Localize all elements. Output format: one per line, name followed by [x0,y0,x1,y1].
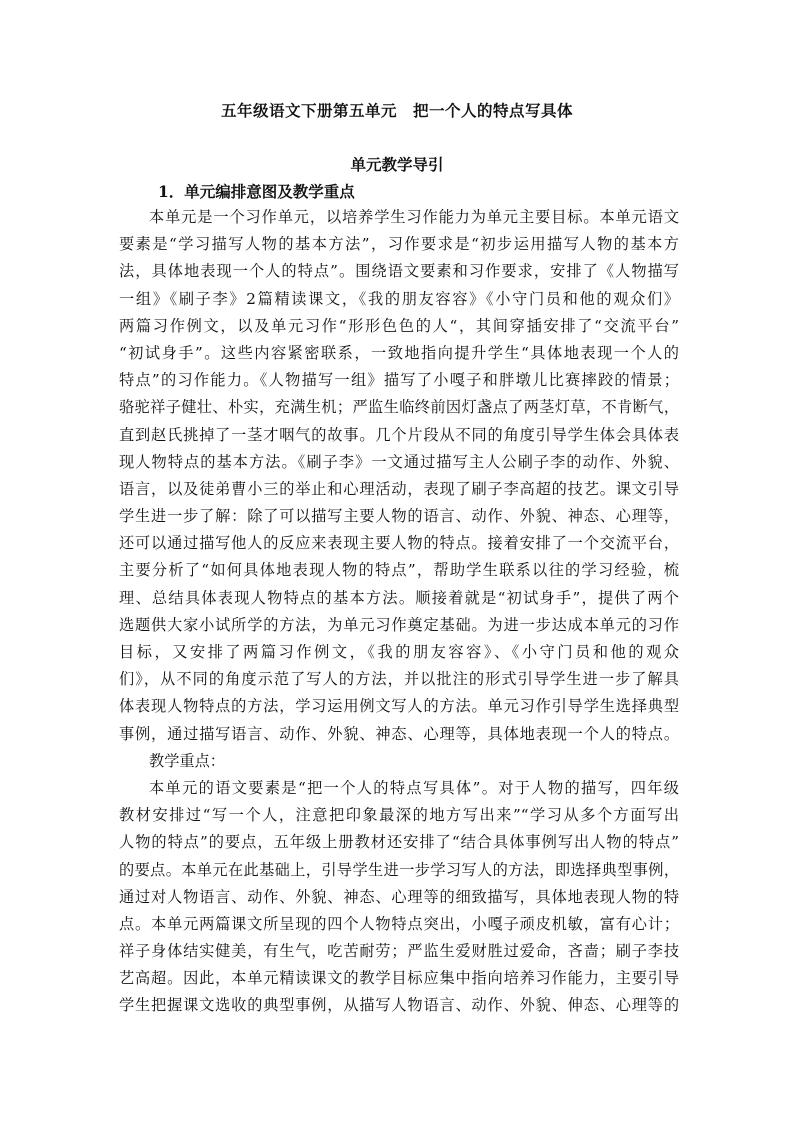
text-line: 本单元是一个习作单元，以培养学生习作能力为单元主要目标。本单元语文 [149,208,679,226]
text-line: 法，具体地表现一个人的特点”。围绕语文要素和习作要求，安排了《人物描写 [119,262,679,281]
text-line: 事例，通过描写语言、动作、外貌、神态、心理等，具体地表现一个人的特点。 [119,724,679,743]
text-line: 教材安排过“写一个人，注意把印象最深的地方写出来”“学习从多个方面写出 [119,806,679,825]
text-line: 们》，从不同的角度示范了写人的方法，并以批注的形式引导学生进一步了解具 [119,670,679,689]
text-line: 点。本单元两篇课文所呈现的四个人物特点突出，小嘎子顽皮机敏，富有心计； [119,914,679,933]
text-line: 学生进一步了解：除了可以描写主要人物的语言、动作、外貌、神态、心理等， [119,507,679,526]
text-line: 还可以通过描写他人的反应来表现主要人物的特点。接着安排了一个交流平台， [119,534,679,553]
text-line: 本单元的语文要素是“把一个人的特点写具体”。对于人物的描写，四年级 [149,778,679,797]
text-line: 艺高超。因此，本单元精读课文的教学目标应集中指向培养习作能力，主要引导 [119,969,679,988]
text-line: 语言，以及徒弟曹小三的举止和心理活动，表现了刷子李高超的技艺。课文引导 [119,479,679,498]
text-line: 祥子身体结实健美，有生气，吃苦耐劳；严监生爱财胜过爱命，吝啬；刷子李技 [119,942,679,961]
text-line: 直到赵氏挑掉了一茎才咽气的故事。几个片段从不同的角度引导学生体会具体表 [119,425,679,444]
body-text [119,204,679,1020]
text-line: 教学重点： [149,751,225,770]
text-line: 要素是“学习描写人物的基本方法”，习作要求是“初步运用描写人物的基本方 [119,235,679,254]
text-line: 两篇习作例文，以及单元习作“形形色色的人“，其间穿插安排了“交流平台” [119,316,679,335]
text-line: 的要点。本单元在此基础上，引导学生进一步学习写人的方法，即选择典型事例， [119,860,679,879]
text-line: 骆驼祥子健壮、朴实，充满生机；严监生临终前因灯盏点了两茎灯草，不肯断气， [119,398,679,417]
text-line: 主要分析了“如何具体地表现人物的特点”，帮助学生联系以往的学习经验，梳 [119,561,679,580]
section-title: 单元教学导引 [350,155,444,174]
text-line: 学生把握课文选收的典型事例，从描写人物语言、动作、外貌、伸态、心理等的 [119,996,679,1015]
text-line: 通过对人物语言、动作、外貌、神态、心理等的细致描写，具体地表现人物的特 [119,887,679,906]
text-line: 现人物特点的基本方法。《刷子李》一文通过描写主人公刷子李的动作、外貌、 [119,452,679,471]
subsection-heading: 1．单元编排意图及教学重点 [158,182,355,201]
text-line: 选题供大家小试所学的方法，为单元习作奠定基础。为进一步达成本单元的习作 [119,615,679,634]
text-line: 人物的特点”的要点，五年级上册教材还安排了“结合具体事例写出人物的特点” [119,833,679,852]
document-title: 五年级语文下册第五单元 把一个人的特点写具体 [220,101,573,120]
text-line: “初试身手”。这些内容紧密联系，一致地指向提升学生“具体地表现一个人的 [119,343,679,362]
text-line: 理、总结具体表现人物特点的基本方法。顺接着就是“初试身手”，提供了两个 [119,588,679,607]
text-line: 一组》《刷子李》2篇精读课文，《我的朋友容容》《小守门员和他的观众们》 [119,289,679,308]
text-line: 体表现人物特点的方法，学习运用例文写人的方法。单元习作引导学生选择典型 [119,697,679,716]
text-line: 特点”的习作能力。《人物描写一组》描写了小嘎子和胖墩儿比赛摔跤的情景； [119,371,679,390]
text-line: 目标，又安排了两篇习作例文，《我的朋友容容》、《小守门员和他的观众 [119,643,679,661]
